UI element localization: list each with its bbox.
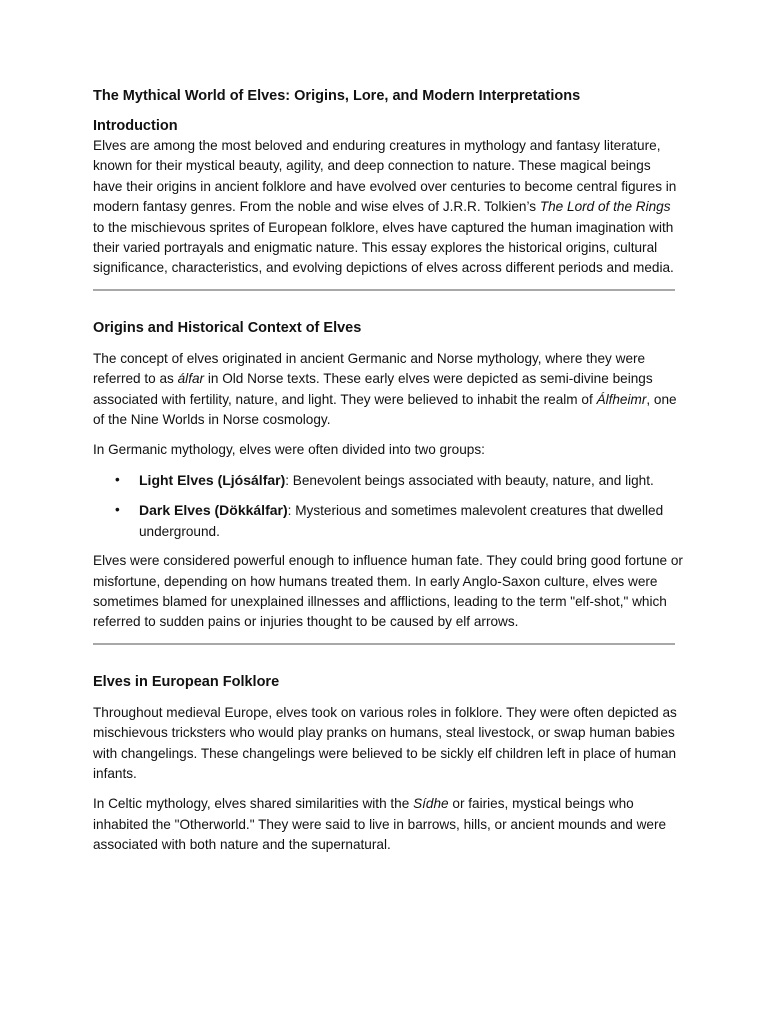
- list-item-term: Light Elves (Ljósálfar): [139, 471, 286, 488]
- origins-paragraph-1: [93, 349, 683, 431]
- folklore-paragraph-1: Throughout medieval Europe, elves took on various roles in folklore. They were often depicted as mischievous tricksters who would play pranks on humans, steal livestock, or swap human babies with changelings. These changelings were believed to be sickly elf children left in place of human infants.: [93, 704, 677, 781]
- bullet-icon: •: [115, 502, 120, 518]
- origins-text-c: , one of the Nine Worlds in Norse cosmology.: [93, 391, 677, 428]
- origins-paragraph-2: In Germanic mythology, elves were often divided into two groups:: [93, 442, 485, 458]
- alfheimr-term: Álfheimr: [596, 391, 647, 407]
- intro-text-a: Elves are among the most beloved and enduring creatures in mythology and fantasy literature, known for their mystical beauty, agility, and deep connection to nature. These magical beings have their origins in ancient folklore and have evolved over centuries to become central figures in modern fantasy genres. From the noble and wise elves of J.R.R. Tolkien’s: [93, 138, 677, 215]
- list-item: [115, 470, 683, 491]
- document-title: The Mythical World of Elves: Origins, Lore, and Modern Interpretations: [93, 88, 581, 104]
- bullet-icon: •: [115, 471, 120, 487]
- list-item-text: : Mysterious and sometimes malevolent creatures that dwelled underground.: [139, 503, 664, 539]
- folklore-text-b: or fairies, mystical beings who inhabited the "Otherworld." They were said to live in barrows, hills, or ancient mounds and were associated with both nature and the supernatural.: [93, 796, 667, 853]
- list-item-term: Dark Elves (Dökkálfar): [139, 502, 288, 519]
- origins-paragraph-3: Elves were considered powerful enough to influence human fate. They could bring good fortune or misfortune, depending on how humans treated them. In early Anglo-Saxon culture, elves were sometimes blamed for unexplained illnesses and afflictions, leading to the term "elf-shot," which referred to sudden pains or injuries thought to be caused by elf arrows.: [93, 553, 683, 630]
- origins-text-a: The concept of elves originated in ancient Germanic and Norse mythology, where they were referred to as: [93, 350, 646, 387]
- origins-heading: Origins and Historical Context of Elves: [93, 319, 362, 336]
- folklore-heading: Elves in European Folklore: [93, 673, 280, 690]
- list-item-text: : Benevolent beings associated with beauty, nature, and light.: [285, 472, 654, 488]
- folklore-paragraph-2: [93, 794, 683, 855]
- folklore-text-a: In Celtic mythology, elves shared similarities with the: [93, 796, 414, 812]
- section-divider: [93, 643, 675, 645]
- alfar-term: álfar: [177, 371, 205, 387]
- document-content: [93, 86, 683, 856]
- sidhe-term: Sídhe: [413, 796, 449, 812]
- elf-groups-list: [93, 470, 683, 542]
- origins-text-b: in Old Norse texts. These early elves were depicted as semi-divine beings associated with fertility, nature, and light. They were believed to inhabit the realm of: [93, 371, 653, 407]
- intro-text-b: to the mischievous sprites of European folklore, elves have captured the human imagination with their varied portrayals and enigmatic nature. This essay explores the historical origins, cultural significance, characteristics, and evolving depictions of elves across different periods and media.: [93, 219, 674, 276]
- intro-book-title: The Lord of the Rings: [539, 199, 671, 215]
- section-divider: [93, 289, 675, 291]
- list-item: [115, 500, 683, 542]
- intro-heading: Introduction: [93, 118, 178, 134]
- intro-paragraph: [93, 136, 683, 279]
